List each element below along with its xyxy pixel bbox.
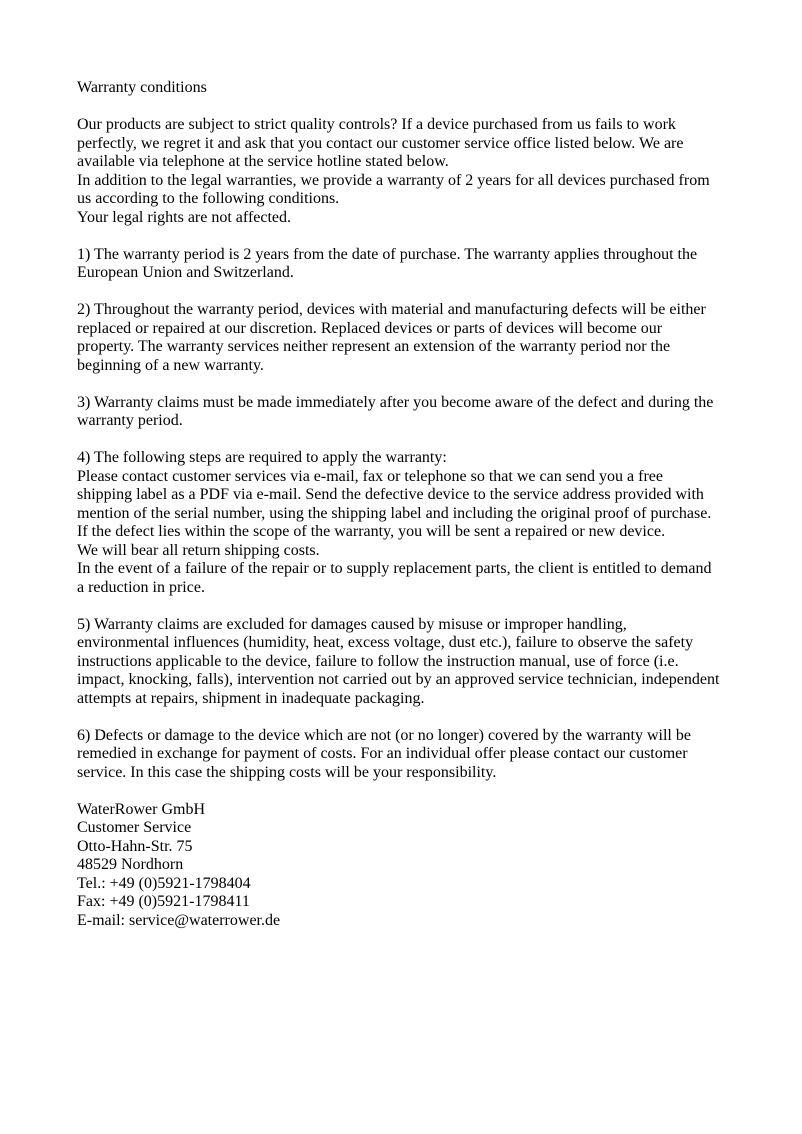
document-line: We will bear all return shipping costs.	[77, 541, 320, 559]
document-line: Tel.: +49 (0)5921-1798404	[77, 874, 251, 892]
document-line: 1) The warranty period is 2 years from the date of purchase. The warranty applies throughout the	[77, 245, 698, 263]
document-line: Otto-Hahn-Str. 75	[77, 837, 193, 855]
document-line: a reduction in price.	[77, 578, 205, 596]
document-line: replaced or repaired at our discretion. Replaced devices or parts of devices will become our	[77, 319, 663, 337]
document-line: Customer Service	[77, 819, 192, 836]
document-line: shipping label as a PDF via e-mail. Send the defective device to the service address provided with	[77, 486, 704, 503]
document-line: If the defect lies within the scope of the warranty, you will be sent a repaired or new device.	[77, 523, 666, 540]
document-line: perfectly, we regret it and ask that you contact our customer service office listed below. We are	[77, 134, 684, 152]
document-line: available via telephone at the service hotline stated below.	[77, 153, 449, 170]
document-line: instructions applicable to the device, failure to follow the instruction manual, use of force (i.e.	[77, 652, 679, 670]
document-title: Warranty conditions	[77, 79, 207, 96]
document-line: impact, knocking, falls), intervention not carried out by an approved service technician, independent	[77, 671, 720, 688]
document-line: E-mail: service@waterrower.de	[77, 911, 281, 929]
paragraph-clause-5	[77, 616, 757, 709]
document-line: 48529 Nordhorn	[77, 856, 184, 873]
document-line: property. The warranty services neither represent an extension of the warranty period nor the	[77, 338, 671, 355]
document-line: 2) Throughout the warranty period, devices with material and manufacturing defects will be either	[77, 301, 706, 318]
document-line: service. In this case the shipping costs will be your responsibility.	[77, 763, 497, 781]
document-line: attempts at repairs, shipment in inadequate packaging.	[77, 689, 425, 707]
document-line: mention of the serial number, using the shipping label and including the original proof of purchase.	[77, 504, 712, 522]
paragraph-clause-2	[77, 301, 757, 375]
paragraph-clause-6	[77, 727, 757, 783]
document-line: Fax: +49 (0)5921-1798411	[77, 893, 250, 910]
document-line: environmental influences (humidity, heat, excess voltage, dust etc.), failure to observe the safety	[77, 634, 694, 651]
document-line: European Union and Switzerland.	[77, 264, 294, 281]
paragraph-clause-3	[77, 394, 757, 431]
document-line: WaterRower GmbH	[77, 800, 206, 818]
document-line: 4) The following steps are required to apply the warranty:	[77, 449, 447, 466]
document-line: 6) Defects or damage to the device which are not (or no longer) covered by the warranty will be	[77, 726, 691, 744]
document-line: 5) Warranty claims are excluded for damages caused by misuse or improper handling,	[77, 615, 627, 633]
document-line: 3) Warranty claims must be made immediately after you become aware of the defect and during the	[77, 393, 714, 411]
document-line: Please contact customer services via e-mail, fax or telephone so that we can send you a free	[77, 467, 663, 485]
paragraph-contact-block	[77, 801, 757, 931]
document-line: beginning of a new warranty.	[77, 356, 264, 374]
paragraph-clause-4	[77, 449, 757, 597]
document-body	[77, 79, 757, 930]
document-line: us according to the following conditions.	[77, 190, 340, 207]
document-line: warranty period.	[77, 412, 183, 429]
paragraph-intro	[77, 116, 757, 227]
paragraph-clause-1	[77, 246, 757, 283]
document-line: In the event of a failure of the repair or to supply replacement parts, the client is entitled to demand	[77, 560, 712, 577]
document-line: In addition to the legal warranties, we provide a warranty of 2 years for all devices purchased from	[77, 171, 710, 189]
document-line: Our products are subject to strict quality controls? If a device purchased from us fails to work	[77, 116, 676, 133]
document-line: Your legal rights are not affected.	[77, 208, 292, 226]
document-line: remedied in exchange for payment of costs. For an individual offer please contact our customer	[77, 745, 688, 762]
